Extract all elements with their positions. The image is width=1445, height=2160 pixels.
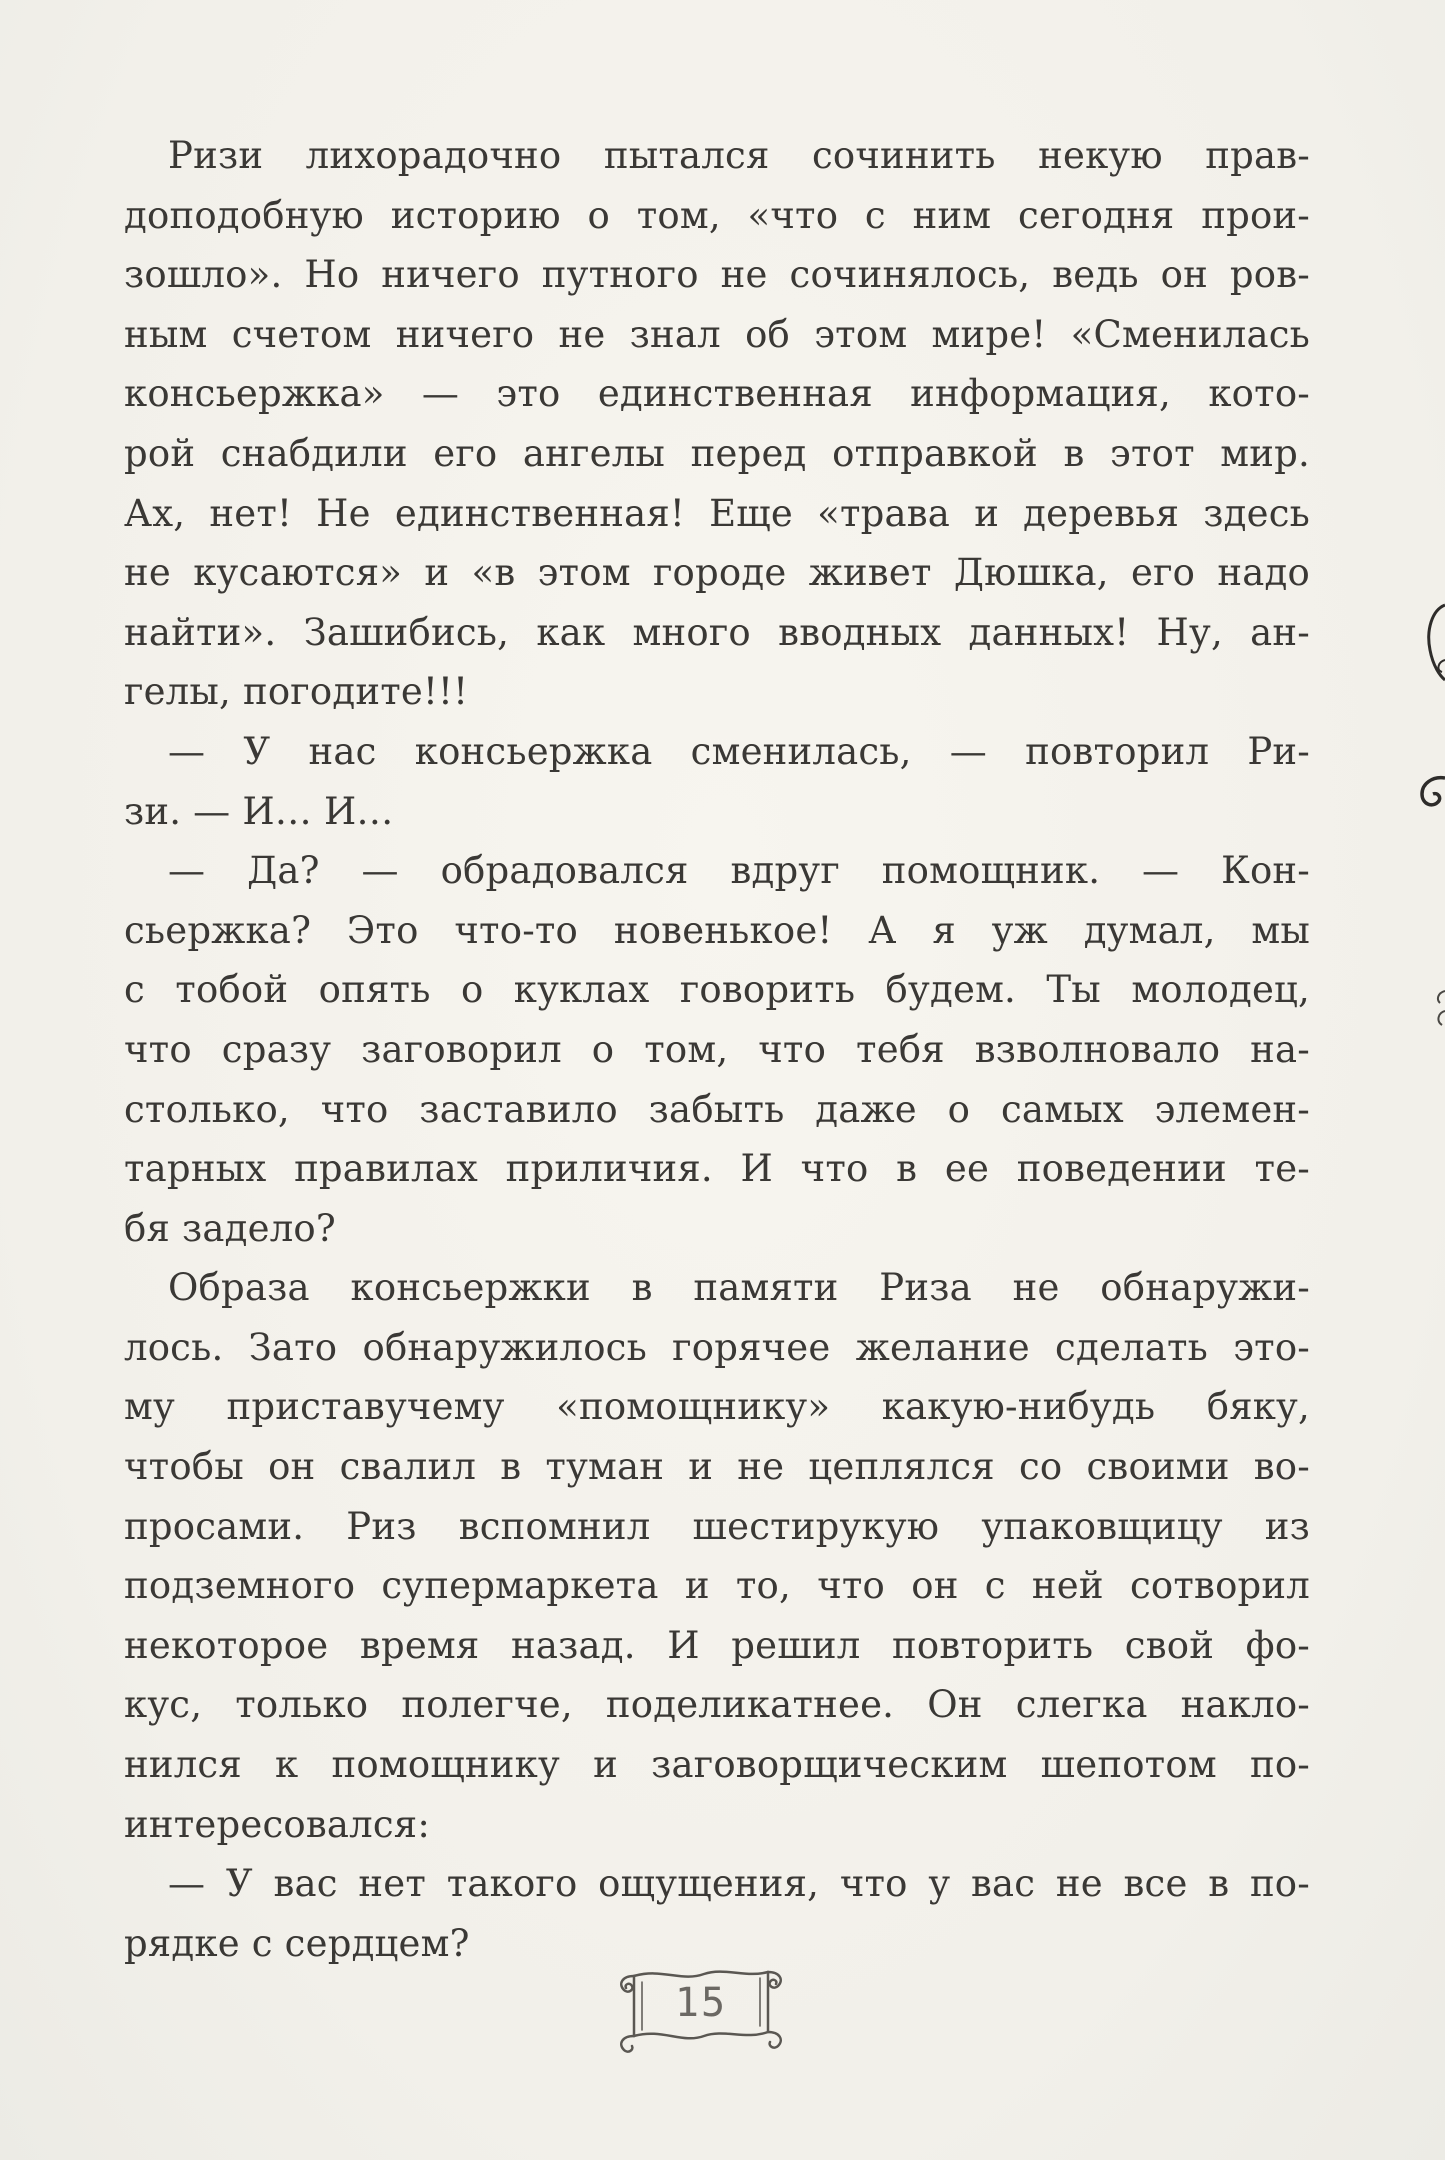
text-line: гелы, погодите!!! xyxy=(124,670,469,714)
page-number: 15 xyxy=(674,1980,728,2026)
text-line: тарных правилах приличия. И что в ее поведении те- xyxy=(124,1147,1310,1191)
text-line: — У вас нет такого ощущения, что у вас не все в по- xyxy=(168,1862,1310,1906)
text-line: зошло». Но ничего путного не сочинялось, ведь он ров- xyxy=(124,253,1310,297)
text-line: — У нас консьержка сменилась, — повторил Ри- xyxy=(168,729,1310,773)
text-line: что сразу заговорил о том, что тебя взволновало на- xyxy=(124,1027,1310,1071)
text-line: нился к помощнику и заговорщическим шепотом по- xyxy=(124,1743,1310,1787)
text-line: рой снабдили его ангелы перед отправкой в этот мир. xyxy=(124,431,1310,475)
text-line: чтобы он свалил в туман и не цеплялся со своими во- xyxy=(124,1445,1310,1489)
edge-swirl-icon xyxy=(1414,770,1445,820)
text-line: сьержка? Это что-то новенькое! А я уж думал, мы xyxy=(124,908,1310,952)
text-line: интересовался: xyxy=(124,1802,430,1846)
text-line: некоторое время назад. И решил повторить свой фо- xyxy=(124,1623,1310,1667)
body-text xyxy=(124,126,1310,1973)
text-line: найти». Зашибись, как много вводных данных! Ну, ан- xyxy=(124,610,1310,654)
text-line: консьержка» — это единственная информация, кото- xyxy=(124,372,1310,416)
text-line: зи. — И… И… xyxy=(124,789,394,833)
page-number-scroll xyxy=(612,1958,790,2058)
text-line: Образа консьержки в памяти Риза не обнаружи- xyxy=(168,1266,1310,1310)
text-line: му приставучему «помощнику» какую-нибудь бяку, xyxy=(124,1385,1310,1429)
text-line: бя задело? xyxy=(124,1206,336,1250)
text-line: подземного супермаркета и то, что он с ней сотворил xyxy=(124,1564,1310,1608)
text-line: Ризи лихорадочно пытался сочинить некую прав- xyxy=(168,134,1310,177)
text-line: просами. Риз вспомнил шестирукую упаковщицу из xyxy=(124,1504,1310,1548)
edge-mark-icon xyxy=(1428,985,1445,1035)
text-line: — Да? — обрадовался вдруг помощник. — Кон- xyxy=(168,849,1310,893)
text-line: не кусаются» и «в этом городе живет Дюшка, его надо xyxy=(124,551,1310,595)
text-line: Ах, нет! Не единственная! Еще «трава и деревья здесь xyxy=(124,491,1310,535)
edge-ornament-icon xyxy=(1420,600,1445,690)
text-line: кус, только полегче, поделикатнее. Он слегка накло- xyxy=(124,1683,1310,1727)
text-line: лось. Зато обнаружилось горячее желание сделать это- xyxy=(124,1325,1310,1369)
text-line: столько, что заставило забыть даже о самых элемен- xyxy=(124,1087,1310,1131)
text-line: ным счетом ничего не знал об этом мире! «Сменилась xyxy=(124,312,1310,356)
text-line: с тобой опять о куклах говорить будем. Ты молодец, xyxy=(124,968,1310,1012)
text-line: доподобную историю о том, «что с ним сегодня прои- xyxy=(124,193,1310,237)
text-line: рядке с сердцем? xyxy=(124,1921,470,1965)
